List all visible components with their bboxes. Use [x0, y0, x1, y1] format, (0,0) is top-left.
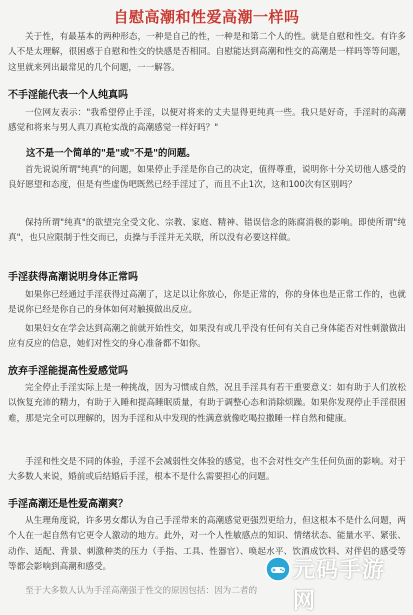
section1-subheading: 这不是一个简单的"是"或"不是"的问题。 — [26, 148, 196, 159]
section1-paragraph-3: 保持所谓"纯真"的欲望完全受文化、宗教、家庭、精神、错误信念的陈腐消极的影响。即使所谓"纯真"，也只应限制于性交而已，贞操与手淫并无关联，所以没有必要这样做。 — [8, 218, 406, 244]
section1-paragraph-1: 一位网友表示："我希望停止手淫，以便对将来的丈夫显得更纯真一些。我只是好奇，手淫时的高潮感觉和将来与男人真刀真枪实战的高潮感觉一样好吗？" — [8, 108, 406, 134]
section3-paragraph-2: 手淫和性交是不同的体验，手淫不会减弱性交体验的感觉，也不会对性交产生任何负面的影响。对于大多数人来说，婚前或后结婚后手淫，根本不是什么需要担心的问题。 — [8, 457, 406, 483]
section4-paragraph-1: 从生理角度说，许多男女都认为自己手淫带来的高潮感觉更强烈更给力，但这根本不是什么问题，两个人在一起自然有它更令人激动的地方。此外，对一个人性敏感点的知识、情绪状态、能量水平、紧张、动作、适配、背景、刺激种类的压力（手指、工具、性器官）、唤起水平、饮酒成饮料、对伴侣的感受等等都会影响到高潮和感受。 — [8, 516, 406, 573]
section-heading-improve-sex: 放弃手淫能提高性爱感觉吗 — [8, 366, 128, 377]
section2-paragraph-1: 如果你已经通过手淫获得过高潮了，这足以让你放心，你是正常的，你的身体也是正常工作的，也就是说你已经是你自己的身体如何对触摸做出反应。 — [8, 290, 406, 316]
section4-paragraph-2: 至于大多数人认为手淫高潮强于性交的原因包括：因为二者的 — [25, 586, 258, 596]
section-heading-purity: 不手淫能代表一个人纯真吗 — [8, 90, 128, 101]
site-watermark — [261, 550, 401, 614]
watermark-text: 元码手游网 — [293, 558, 386, 614]
section3-paragraph-1: 完全停止手淫实际上是一种挑战，因为习惯成自然，况且手淫具有若干重要意义：如有助于人们放松以恢复充沛的精力，有助于入睡和提高睡眠质量，有助于调整心态和消除烦躁。如果你发现停止手淫很困难，那是完全可以理解的，因为手淫和从中发现的性满意就像吃喝拉撒睡一样自然和健康。 — [8, 383, 406, 424]
section2-paragraph-2: 如果妇女在学会达到高潮之前就开始性交，如果没有或几乎没有任何有关自己身体能否对性刺激做出应有反应的信息，她们对性交的身心准备都不如你。 — [8, 324, 406, 350]
section-heading-which-better: 手淫高潮还是性爱高潮爽？ — [8, 499, 128, 510]
intro-paragraph: 关于性，有最基本的两种形态，一种是自己的性，一种是和第二个人的性。就是自慰和性交。有许多人不是太理解，很困惑于自慰和性交的快感是否相同。自慰能达到高潮和性交的高潮是一样吗等等问题，这里就来列出最常见的几个问题，一一解答。 — [8, 32, 406, 73]
section-heading-body-normal: 手淫获得高潮说明身体正常吗 — [8, 272, 138, 283]
section1-paragraph-2: 首先说说所谓"纯真"的问题，如果停止手淫是你自己的决定，值得尊重，说明你十分关切他人感受的良好愿望和态度，但是有些虚伪吧既然已经手淫过了，而且不止1次，这和100次有区别吗？ — [8, 165, 406, 191]
article-title: 自慰高潮和性爱高潮一样吗 — [113, 8, 300, 26]
gamepad-logo-icon — [265, 556, 291, 582]
